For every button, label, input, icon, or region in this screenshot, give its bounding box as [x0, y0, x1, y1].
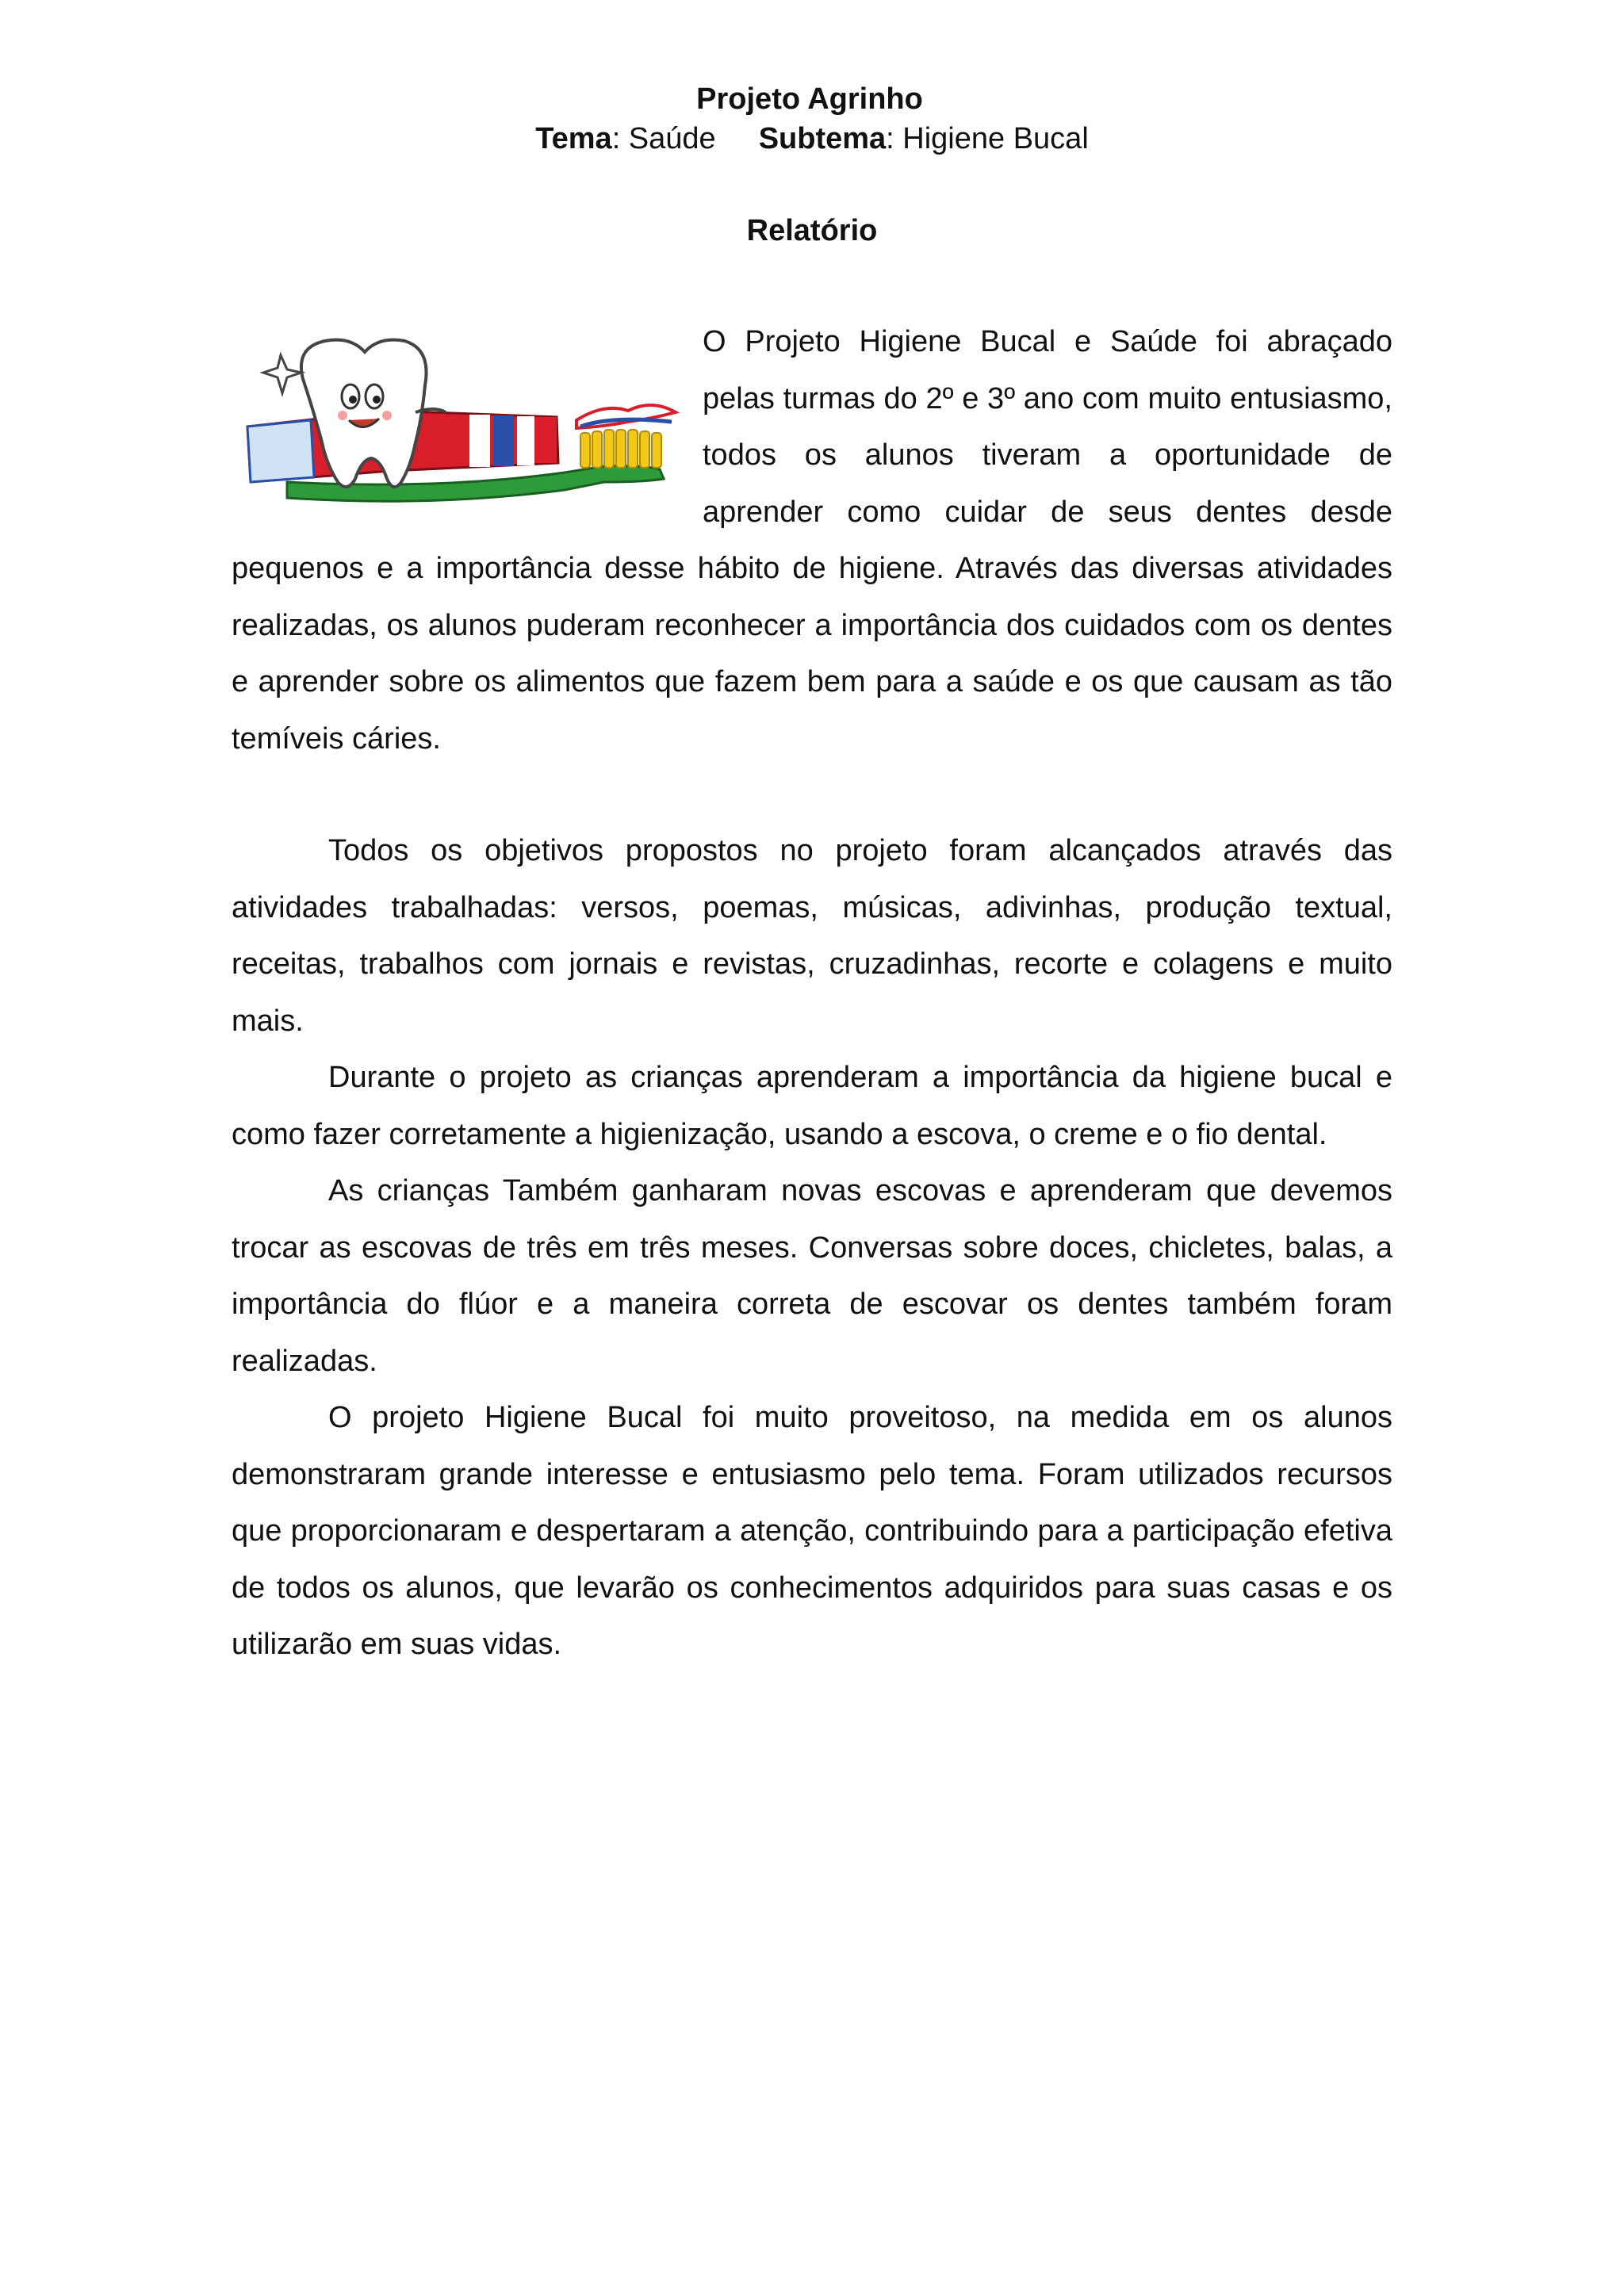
project-title: Projeto Agrinho — [696, 82, 923, 116]
document-content — [232, 79, 1392, 1674]
subtheme-label: Subtema — [758, 122, 887, 155]
paragraph-objectives: Todos os objetivos propostos no projeto foram alcançados através das atividades trabalhadas: versos, poemas, músicas, adivinhas, produção textual, receitas, trabalhos com jornais e revistas, cruzadinhas, recorte e colagens e muito mais. — [232, 834, 1392, 1038]
theme-value: : Saúde — [611, 122, 716, 155]
paragraph-brushes: As crianças Também ganharam novas escovas e aprenderam que devemos trocar as escovas de três em três meses. Conversas sobre doces, chicletes, balas, a importância do flúor e a maneira correta de escovar os dentes também foram realizadas. — [232, 1174, 1392, 1378]
theme-line — [232, 119, 1392, 159]
paragraph-hygiene: Durante o projeto as crianças aprenderam a importância da higiene bucal e como fazer corretamente a higienização, usando a escova, o creme e o fio dental. — [232, 1061, 1392, 1151]
tooth-toothbrush-icon — [232, 323, 684, 514]
paragraph-intro: O Projeto Higiene Bucal e Saúde foi abraçado pelas turmas do 2º e 3º ano com muito entusiasmo, todos os alunos tiveram a oportunidade de aprender como cuidar de seus dentes desde pequenos e a importância desse hábito de higiene. Através das diversas atividades realizadas, os alunos puderam reconhecer a importância dos cuidados com os dentes e aprender sobre os alimentos que fazem bem para a saúde e os que causam as tão temíveis cáries. — [232, 325, 1392, 756]
subtheme-value: : Higiene Bucal — [886, 122, 1089, 155]
theme-label: Tema — [535, 122, 612, 155]
intro-section — [232, 314, 1392, 767]
paragraph-conclusion: O projeto Higiene Bucal foi muito proveitoso, na medida em os alunos demonstraram grande interesse e entusiasmo pelo tema. Foram utilizados recursos que proporcionaram e despertaram a atenção, contribuindo para a participação efetiva de todos os alunos, que levarão os conhecimentos adquiridos para suas casas e os utilizarão em suas vidas. — [232, 1401, 1392, 1661]
report-title: Relatório — [746, 214, 878, 247]
